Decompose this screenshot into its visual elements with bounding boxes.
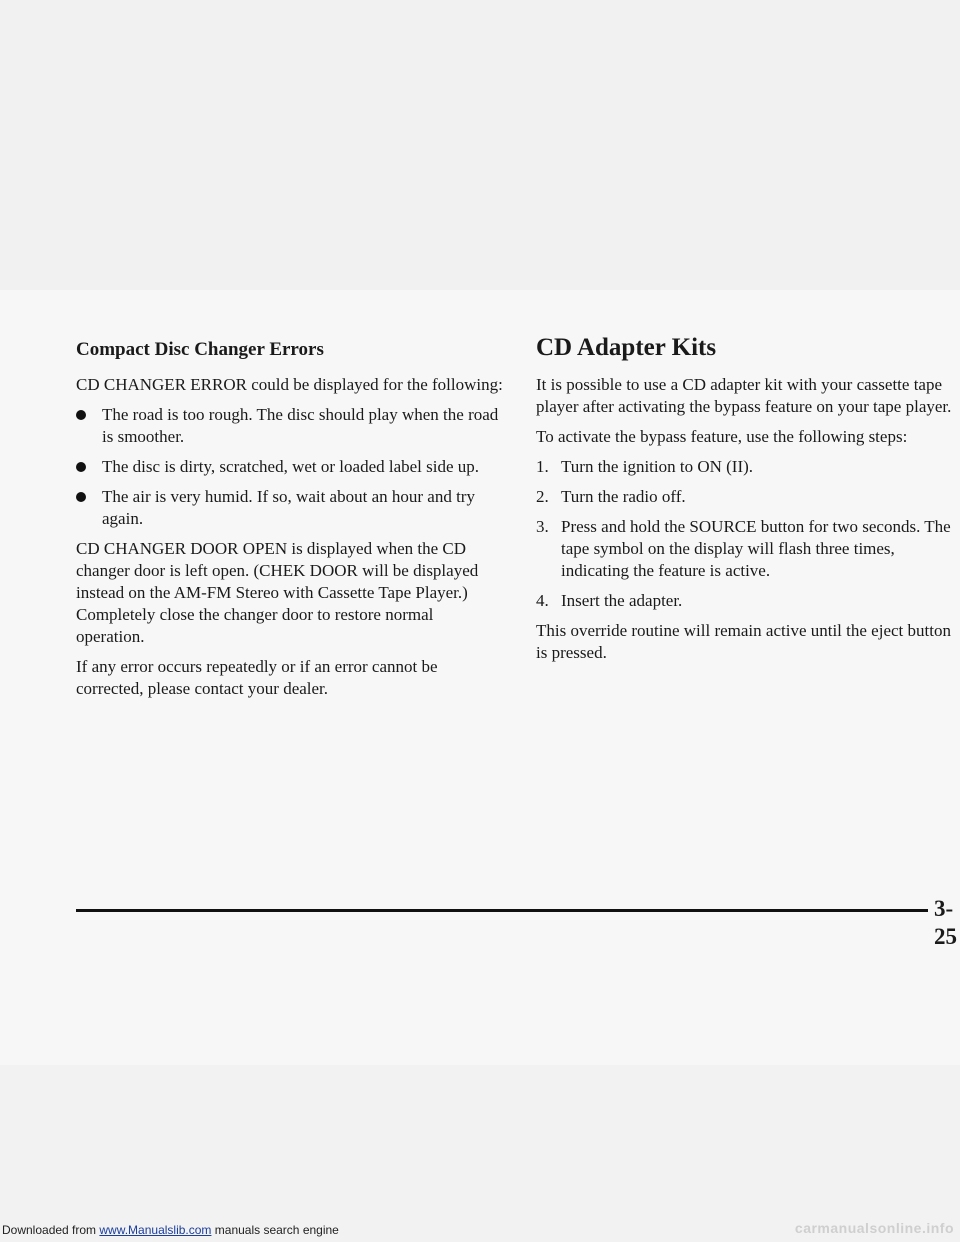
- bullet-icon: [76, 462, 86, 472]
- list-item: The air is very humid. If so, wait about an hour and try again.: [76, 486, 506, 530]
- bullet-icon: [76, 492, 86, 502]
- list-item: 4. Insert the adapter.: [536, 591, 683, 610]
- section-heading: CD Adapter Kits: [536, 334, 717, 361]
- list-item: 3. Press and hold the SOURCE button for two seconds. The tape symbol on the display will flash three times, indicating the feature is active.: [536, 517, 951, 580]
- error-bullet-list: [76, 404, 506, 530]
- steps-list: [536, 456, 956, 612]
- list-item: 2. Turn the radio off.: [536, 487, 686, 506]
- manualslib-link[interactable]: www.Manualslib.com: [99, 1223, 212, 1237]
- adapter-intro-paragraph: It is possible to use a CD adapter kit with your cassette tape player after activating the bypass feature on your tape player.: [536, 375, 952, 416]
- list-item: The road is too rough. The disc should play when the road is smoother.: [76, 404, 506, 448]
- bottom-margin: [0, 1065, 960, 1242]
- left-column: [76, 338, 506, 708]
- bullet-icon: [76, 410, 86, 420]
- top-margin: [0, 0, 960, 290]
- page-number: 3-25: [934, 896, 957, 949]
- intro-paragraph: CD CHANGER ERROR could be displayed for the following:: [76, 375, 503, 394]
- steps-intro-paragraph: To activate the bypass feature, use the following steps:: [536, 427, 908, 446]
- download-footer: Downloaded from www.Manualslib.com manuals search engine: [2, 1223, 339, 1237]
- section-subheading: Compact Disc Changer Errors: [76, 339, 324, 360]
- override-paragraph: This override routine will remain active until the eject button is pressed.: [536, 621, 951, 662]
- list-item: The disc is dirty, scratched, wet or loaded label side up.: [76, 456, 506, 478]
- door-open-paragraph: CD CHANGER DOOR OPEN is displayed when the CD changer door is left open. (CHEK DOOR will be displayed instead on the AM-FM Stereo with Cassette Tape Player.) Completely close the changer door to restore normal operation.: [76, 539, 479, 646]
- list-item: 1. Turn the ignition to ON (II).: [536, 457, 754, 476]
- watermark: carmanualsonline.info: [794, 1220, 954, 1236]
- right-column: [536, 332, 956, 672]
- contact-dealer-paragraph: If any error occurs repeatedly or if an error cannot be corrected, please contact your dealer.: [76, 657, 438, 698]
- footer-rule: [76, 909, 928, 912]
